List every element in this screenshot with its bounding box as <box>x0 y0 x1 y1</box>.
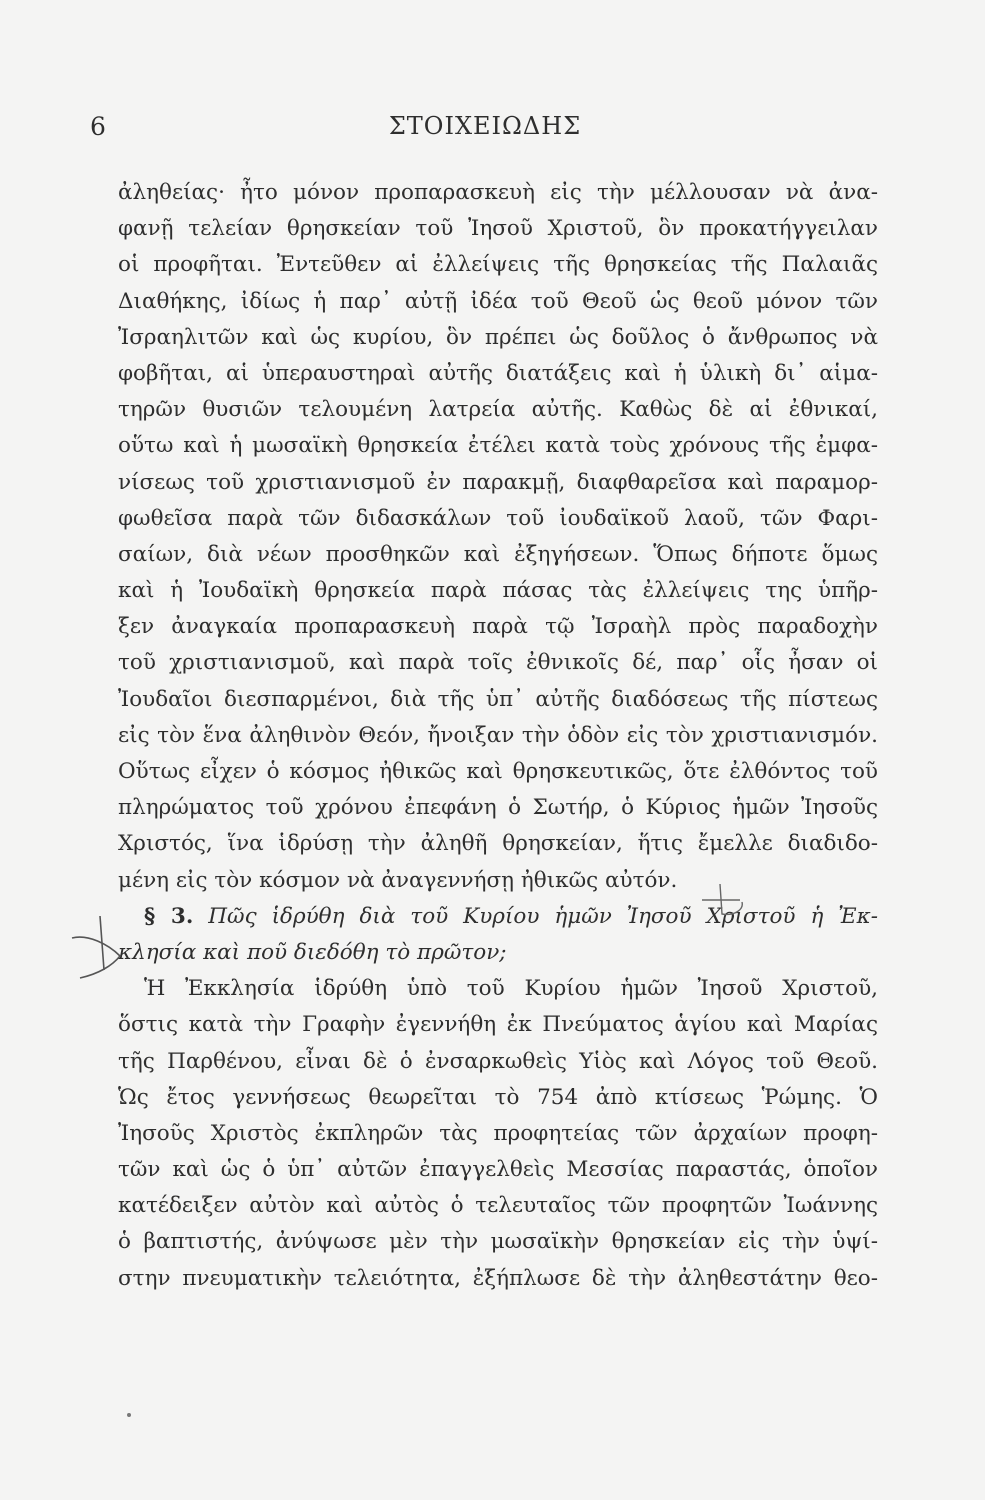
text-line: φοβῆται, αἱ ὑπεραυστηραὶ αὐτῆς διατάξεις καὶ ἡ ὑλικὴ δι᾽ αἱμα- <box>118 360 878 386</box>
text-line: στην πνευματικὴν τελειότητα, ἐξήπλωσε δὲ τὴν ἀληθεστάτην θεο- <box>118 1265 878 1291</box>
section-heading <box>118 899 878 935</box>
text-line: Ὡς ἔτος γεννήσεως θεωρεῖται τὸ 754 ἀπὸ κτίσεως Ῥώμης. Ὁ <box>118 1084 878 1110</box>
text-line: τῆς Παρθένου, εἶναι δὲ ὁ ἐνσαρκωθεὶς Υἱὸς καὶ Λόγος τοῦ Θεοῦ. <box>118 1048 878 1074</box>
text-line: ὁ βαπτιστής, ἀνύψωσε μὲν τὴν μωσαϊκὴν θρησκείαν εἰς τὴν ὑψί- <box>118 1229 878 1255</box>
running-title: ΣΤΟΙΧΕΙΩΔΗΣ <box>388 112 582 140</box>
text-line: Χριστός, ἵνα ἱδρύσῃ τὴν ἀληθῆ θρησκείαν, ἥτις ἔμελλε διαδιδο- <box>118 831 878 857</box>
text-line: κατέδειξεν αὐτὸν καὶ αὐτὸς ὁ τελευταῖος τῶν προφητῶν Ἰωάννης <box>118 1193 878 1219</box>
text-line: εἰς τὸν ἕνα ἀληθινὸν Θεόν, ἤνοιξαν τὴν ὁδὸν εἰς τὸν χριστιανισμόν. <box>118 722 878 748</box>
text-line: τηρῶν θυσιῶν τελουμένη λατρεία αὐτῆς. Καθὼς δὲ αἱ ἐθνικαί, <box>118 397 878 423</box>
text-line: Οὕτως εἶχεν ὁ κόσμος ἠθικῶς καὶ θρησκευτικῶς, ὅτε ἐλθόντος τοῦ <box>118 759 878 784</box>
text-line: νίσεως τοῦ χριστιανισμοῦ ἐν παρακμῇ, διαφθαρεῖσα καὶ παραμορ- <box>118 469 878 495</box>
text-line: καὶ ἡ Ἰουδαϊκὴ θρησκεία παρὰ πάσας τὰς ἐλλείψεις της ὑπῆρ- <box>118 578 878 604</box>
page-header <box>90 112 880 146</box>
text-line: σαίων, διὰ νέων προσθηκῶν καὶ ἐξηγήσεων. Ὅπως δήποτε ὅμως <box>118 541 878 567</box>
section-number: § 3. <box>144 903 194 929</box>
text-line: ἀληθείας· ἦτο μόνον προπαρασκευὴ εἰς τὴν μέλλουσαν νὰ ἀνα- <box>118 180 878 205</box>
text-line: ὅστις κατὰ τὴν Γραφὴν ἐγεννήθη ἐκ Πνεύματος ἁγίου καὶ Μαρίας <box>118 1012 878 1038</box>
text-line: Ἰουδαῖοι διεσπαρμένοι, διὰ τῆς ὑπ᾽ αὐτῆς διαδόσεως τῆς πίστεως <box>118 686 878 712</box>
text-line: μένη εἰς τὸν κόσμον νὰ ἀναγεννήσῃ ἠθικῶς αὐτόν. <box>118 867 678 893</box>
text-line: τῶν καὶ ὡς ὁ ὑπ᾽ αὐτῶν ἐπαγγελθεὶς Μεσσίας παραστάς, ὁποῖον <box>118 1157 878 1183</box>
paper-speck <box>127 1413 131 1417</box>
body-text <box>118 175 878 1297</box>
section-heading-continued: κλησία καὶ ποῦ διεδόθη τὸ πρῶτον; <box>118 939 507 965</box>
text-line: φανῇ τελείαν θρησκείαν τοῦ Ἰησοῦ Χριστοῦ, ὃν προκατήγγειλαν <box>118 216 878 242</box>
text-line: Διαθήκης, ἰδίως ἡ παρ᾽ αὐτῇ ἰδέα τοῦ Θεοῦ ὡς θεοῦ μόνον τῶν <box>118 288 878 314</box>
text-line: πληρώματος τοῦ χρόνου ἐπεφάνη ὁ Σωτήρ, ὁ Κύριος ἡμῶν Ἰησοῦς <box>118 795 878 821</box>
pencil-margin-mark-icon <box>68 908 128 988</box>
section-heading-text: Πῶς ἱδρύθη διὰ τοῦ Κυρίου ἡμῶν Ἰησοῦ Χριστοῦ ἡ Ἐκ- <box>208 903 878 929</box>
text-line: τοῦ χριστιανισμοῦ, καὶ παρὰ τοῖς ἐθνικοῖς δέ, παρ᾽ οἷς ἦσαν οἱ <box>118 650 878 676</box>
text-line: Ἰησοῦς Χριστὸς ἐκπληρῶν τὰς προφητείας τῶν ἀρχαίων προφη- <box>118 1120 878 1146</box>
text-line: Ἡ Ἐκκλησία ἱδρύθη ὑπὸ τοῦ Κυρίου ἡμῶν Ἰησοῦ Χριστοῦ, <box>144 976 878 1002</box>
text-line: φωθεῖσα παρὰ τῶν διδασκάλων τοῦ ἰουδαϊκοῦ λαοῦ, τῶν Φαρι- <box>118 505 878 531</box>
text-line: οἱ προφῆται. Ἐντεῦθεν αἱ ἐλλείψεις τῆς θρησκείας τῆς Παλαιᾶς <box>118 252 878 278</box>
page-number: 6 <box>90 112 106 141</box>
text-line: Ἰσραηλιτῶν καὶ ὡς κυρίου, ὃν πρέπει ὡς δοῦλος ὁ ἄνθρωπος νὰ <box>118 324 878 350</box>
pencil-inline-mark-icon <box>700 878 760 918</box>
text-line: οὕτω καὶ ἡ μωσαϊκὴ θρησκεία ἐτέλει κατὰ τοὺς χρόνους τῆς ἐμφα- <box>118 433 878 459</box>
text-line: ξεν ἀναγκαία προπαρασκευὴ παρὰ τῷ Ἰσραὴλ πρὸς παραδοχὴν <box>118 614 878 640</box>
